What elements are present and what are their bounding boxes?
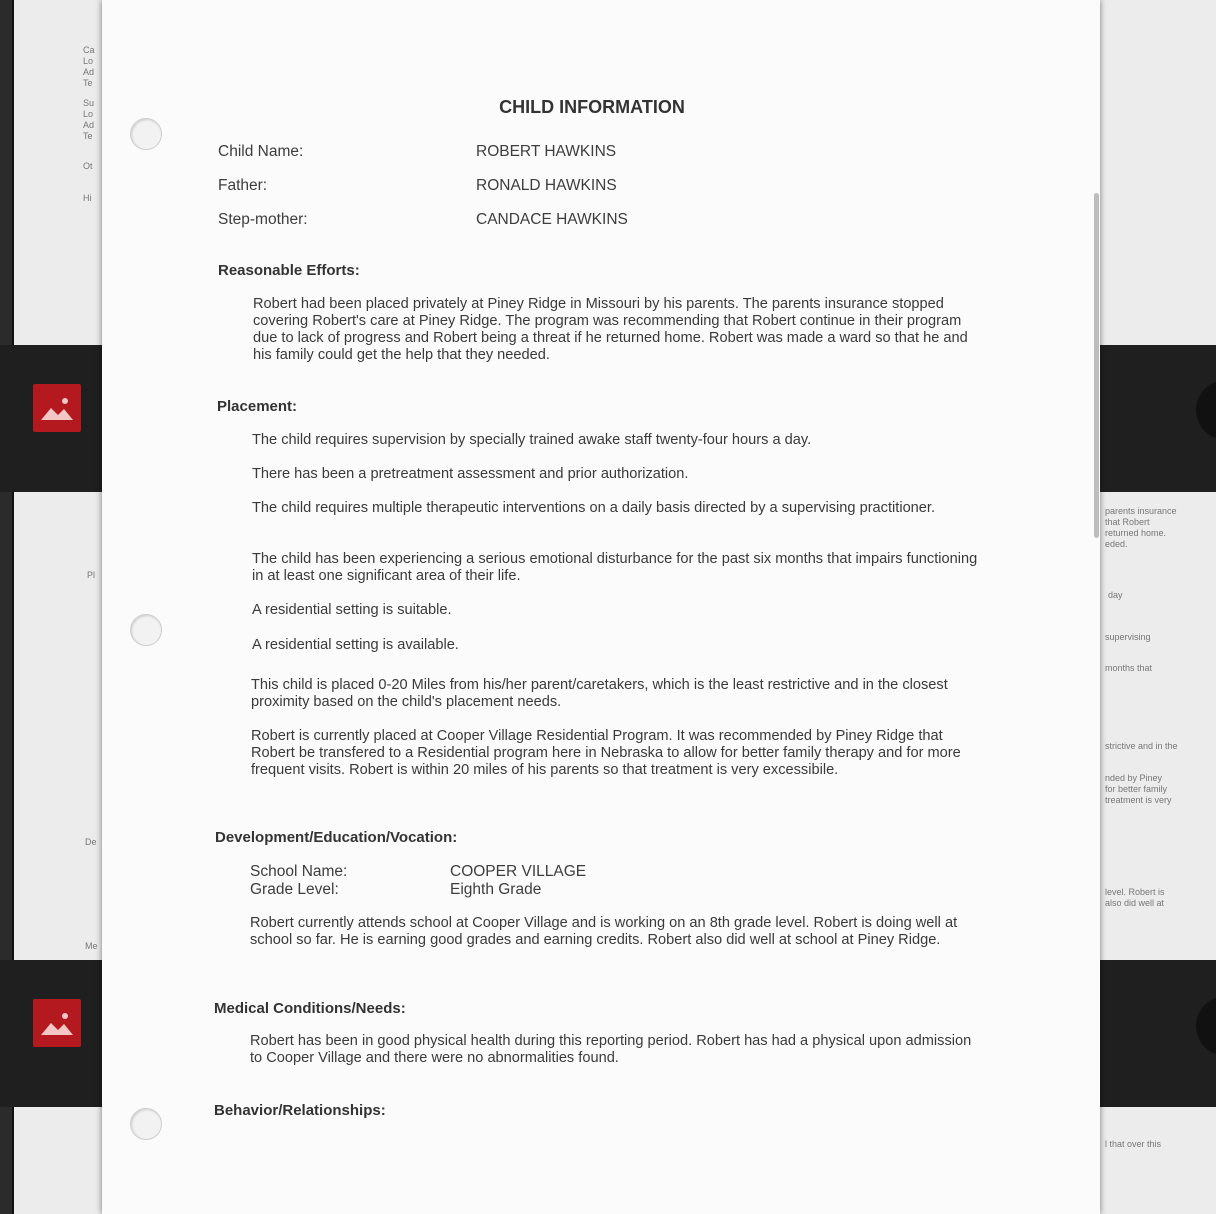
scrollbar[interactable]: [1094, 193, 1099, 538]
school-name-value: COOPER VILLAGE: [450, 863, 587, 880]
placement-item: The child requires multiple therapeutic interventions on a daily basis directed by a supervising practitioner.: [252, 500, 936, 516]
behavior-heading: Behavior/Relationships:: [214, 1102, 386, 1119]
bg-fragment: day: [1108, 590, 1123, 600]
development-text: Robert currently attends school at Cooper Village and is working on an 8th grade level. Robert is doing well at school so far. He is earning good grades and earning credits. Robert also did well at school at Piney Ridge.: [250, 915, 958, 948]
background-page-right-bottom: [1100, 1106, 1216, 1214]
reasonable-efforts-heading: Reasonable Efforts:: [218, 262, 360, 279]
school-name-label: School Name:: [250, 863, 348, 880]
bg-fragment: l that over this: [1105, 1139, 1162, 1149]
placement-item: The child has been experiencing a serious emotional disturbance for the past six months that impairs functioning in at least one significant area of their life.: [252, 551, 978, 584]
bg-fragment: eded.: [1105, 539, 1128, 549]
placement-item: This child is placed 0-20 Miles from his/her parent/caretakers, which is the least restrictive and in the closest proximity based on the child's placement needs.: [251, 677, 948, 710]
placement-item: The child requires supervision by specially trained awake staff twenty-four hours a day.: [252, 432, 812, 448]
punch-hole: [130, 1108, 162, 1140]
bg-fragment: Hi: [83, 193, 92, 203]
placement-heading: Placement:: [217, 398, 298, 415]
reasonable-efforts-text: Robert had been placed privately at Piney Ridge in Missouri by his parents. The parents insurance stopped covering Robert's care at Piney Ridge. The program was recommending that Robert continue in their program due to lack of progress and Robert being a threat if he returned home. Robert was made a ward so that he and his family could get the help that they needed.: [253, 296, 968, 363]
bg-fragment: that Robert: [1105, 517, 1150, 527]
bg-fragment: treatment is very: [1105, 795, 1172, 805]
bg-fragment: nded by Piney: [1105, 773, 1163, 783]
placement-item: Robert is currently placed at Cooper Village Residential Program. It was recommended by Piney Ridge that Robert be transfered to a Residential program here in Nebraska to allow for better family therapy and for more frequent visits. Robert is within 20 miles of his parents so that treatment is very excessibile.: [251, 728, 961, 778]
bg-fragment: parents insurance: [1105, 506, 1177, 516]
child-name-value: ROBERT HAWKINS: [476, 143, 617, 160]
medical-text: Robert has been in good physical health during this reporting period. Robert has had a physical upon admission to Cooper Village and there were no abnormalities found.: [250, 1033, 972, 1066]
image-thumbnail-icon[interactable]: [33, 999, 81, 1047]
background-page-left-bottom: [12, 1106, 104, 1214]
bg-fragment: De: [85, 837, 97, 847]
placement-item: A residential setting is suitable.: [252, 602, 452, 618]
step-mother-label: Step-mother:: [218, 211, 308, 228]
punch-hole: [130, 614, 162, 646]
bg-fragment: Lo: [83, 56, 94, 66]
page-title: CHILD INFORMATION: [499, 97, 685, 117]
medical-heading: Medical Conditions/Needs:: [214, 1000, 406, 1017]
bg-fragment: Ad: [83, 67, 95, 77]
background-page-right-top: [1100, 0, 1216, 345]
placement-item: There has been a pretreatment assessment and prior authorization.: [252, 466, 689, 482]
bg-fragment: Me: [85, 941, 98, 951]
bg-fragment: for better family: [1105, 784, 1168, 794]
bg-fragment: Te: [83, 78, 93, 88]
bg-fragment: Ot: [83, 161, 93, 171]
child-name-label: Child Name:: [218, 143, 304, 160]
bg-fragment: level. Robert is: [1105, 887, 1165, 897]
bg-fragment: returned home.: [1105, 528, 1167, 538]
punch-hole: [130, 118, 162, 150]
grade-level-label: Grade Level:: [250, 881, 339, 898]
image-thumbnail-icon[interactable]: [33, 384, 81, 432]
bg-fragment: strictive and in the: [1105, 741, 1178, 751]
bg-fragment: Ca: [83, 45, 95, 55]
bg-fragment: Pl: [87, 570, 96, 580]
document-page: [102, 0, 1100, 1214]
bg-fragment: Lo: [83, 109, 94, 119]
background-page-left-mid: [12, 492, 104, 960]
placement-item: A residential setting is available.: [252, 637, 459, 653]
grade-level-value: Eighth Grade: [450, 881, 542, 898]
bg-fragment: Te: [83, 131, 93, 141]
bg-fragment: Su: [83, 98, 95, 108]
development-heading: Development/Education/Vocation:: [215, 829, 458, 846]
bg-fragment: months that: [1105, 663, 1153, 673]
father-label: Father:: [218, 177, 268, 194]
bg-fragment: Ad: [83, 120, 95, 130]
bg-fragment: supervising: [1105, 632, 1151, 642]
bg-fragment: also did well at: [1105, 898, 1165, 908]
father-value: RONALD HAWKINS: [476, 177, 617, 194]
step-mother-value: CANDACE HAWKINS: [476, 211, 628, 228]
